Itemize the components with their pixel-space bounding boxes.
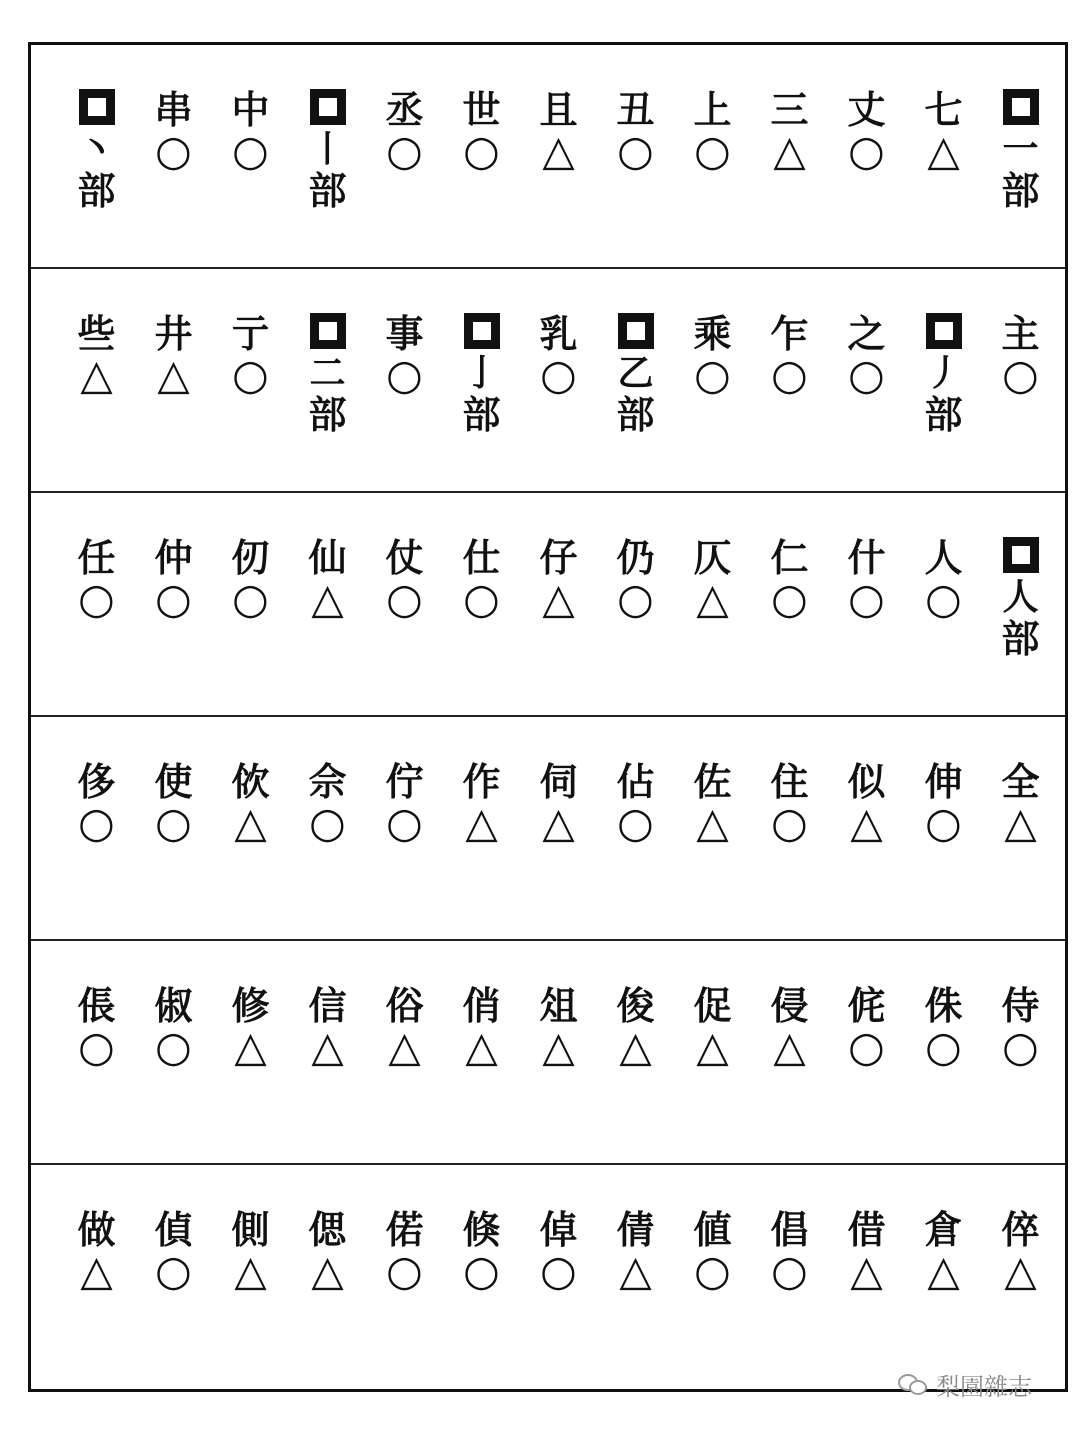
character-entry (828, 493, 905, 715)
character-glyph: 作 (462, 759, 501, 804)
radical-glyph: 丶 (78, 128, 115, 170)
character-entry (366, 269, 443, 491)
character-entry (597, 941, 674, 1163)
radical-glyph: 乙 (617, 352, 654, 394)
triangle-mark-icon: △ (311, 1246, 344, 1295)
circle-mark-icon: ○ (155, 126, 192, 175)
circle-mark-icon: ○ (617, 798, 654, 847)
circle-mark-icon: ○ (617, 126, 654, 175)
character-glyph: 仕 (462, 535, 501, 580)
character-glyph: 佽 (231, 759, 270, 804)
character-glyph: 仄 (693, 535, 732, 580)
radical-header (289, 269, 366, 491)
character-entry (597, 1165, 674, 1387)
character-glyph: 主 (1001, 311, 1040, 356)
character-entry (520, 269, 597, 491)
triangle-mark-icon: △ (773, 1022, 806, 1071)
radical-glyph: 人 (1002, 576, 1039, 618)
character-glyph: 中 (231, 87, 270, 132)
radical-header (443, 269, 520, 491)
circle-mark-icon: ○ (694, 1246, 731, 1295)
character-entry (289, 493, 366, 715)
watermark-text: 梨園雜志 (936, 1372, 1032, 1401)
radical-section-label: 部 (308, 392, 347, 437)
character-entry (597, 493, 674, 715)
character-entry (520, 717, 597, 939)
character-glyph: 七 (924, 87, 963, 132)
character-glyph: 做 (77, 1207, 116, 1252)
character-glyph: 亍 (231, 311, 270, 356)
character-entry (289, 1165, 366, 1387)
character-glyph: 倡 (770, 1207, 809, 1252)
circle-mark-icon: ○ (463, 574, 500, 623)
character-glyph: 仞 (231, 535, 270, 580)
character-glyph: 住 (770, 759, 809, 804)
character-glyph: 仔 (539, 535, 578, 580)
triangle-mark-icon: △ (542, 1022, 575, 1071)
triangle-mark-icon: △ (1004, 798, 1037, 847)
character-glyph: 些 (77, 311, 116, 356)
circle-mark-icon: ○ (540, 350, 577, 399)
character-glyph: 俶 (154, 983, 193, 1028)
circle-mark-icon: ○ (463, 126, 500, 175)
character-entry (751, 941, 828, 1163)
radical-section-label: 部 (1001, 168, 1040, 213)
character-entry (135, 269, 212, 491)
character-glyph: 全 (1001, 759, 1040, 804)
character-entry (366, 45, 443, 267)
circle-mark-icon: ○ (155, 798, 192, 847)
character-entry (443, 45, 520, 267)
character-entry (212, 45, 289, 267)
character-entry (597, 717, 674, 939)
circle-mark-icon: ○ (386, 574, 423, 623)
triangle-mark-icon: △ (696, 574, 729, 623)
triangle-mark-icon: △ (465, 1022, 498, 1071)
character-entry (135, 717, 212, 939)
character-glyph: 乳 (539, 311, 578, 356)
circle-mark-icon: ○ (232, 574, 269, 623)
table-row (31, 717, 1065, 941)
radical-marker-icon (618, 313, 654, 349)
character-entry (135, 45, 212, 267)
triangle-mark-icon: △ (465, 798, 498, 847)
triangle-mark-icon: △ (80, 1246, 113, 1295)
radical-section-label: 部 (924, 392, 963, 437)
character-glyph: 倬 (539, 1207, 578, 1252)
triangle-mark-icon: △ (773, 126, 806, 175)
character-entry (366, 493, 443, 715)
character-entry (520, 493, 597, 715)
character-entry (751, 1165, 828, 1387)
character-glyph: 任 (77, 535, 116, 580)
character-glyph: 之 (847, 311, 886, 356)
radical-glyph: 一 (1002, 128, 1039, 170)
triangle-mark-icon: △ (927, 1246, 960, 1295)
radical-glyph: 二 (309, 352, 346, 394)
character-glyph: 侏 (924, 983, 963, 1028)
character-entry (905, 1165, 982, 1387)
triangle-mark-icon: △ (388, 1022, 421, 1071)
circle-mark-icon: ○ (925, 574, 962, 623)
table-row (31, 45, 1065, 269)
circle-mark-icon: ○ (155, 1246, 192, 1295)
character-glyph: 侵 (770, 983, 809, 1028)
circle-mark-icon: ○ (771, 574, 808, 623)
character-entry (135, 941, 212, 1163)
circle-mark-icon: ○ (386, 126, 423, 175)
character-entry (443, 1165, 520, 1387)
character-entry (828, 269, 905, 491)
character-glyph: 仍 (616, 535, 655, 580)
circle-mark-icon: ○ (925, 1022, 962, 1071)
character-entry (212, 941, 289, 1163)
radical-section-label: 部 (462, 392, 501, 437)
character-entry (828, 941, 905, 1163)
character-entry (982, 941, 1059, 1163)
table-row (31, 941, 1065, 1165)
circle-mark-icon: ○ (540, 1246, 577, 1295)
character-glyph: 丞 (385, 87, 424, 132)
character-glyph: 佇 (385, 759, 424, 804)
character-glyph: 信 (308, 983, 347, 1028)
triangle-mark-icon: △ (542, 574, 575, 623)
character-entry (212, 717, 289, 939)
character-entry (674, 269, 751, 491)
character-entry (520, 45, 597, 267)
character-glyph: 促 (693, 983, 732, 1028)
character-entry (674, 717, 751, 939)
character-entry (751, 493, 828, 715)
triangle-mark-icon: △ (1004, 1246, 1037, 1295)
character-entry (751, 717, 828, 939)
character-glyph: 借 (847, 1207, 886, 1252)
character-glyph: 偲 (308, 1207, 347, 1252)
radical-glyph: 丨 (309, 128, 346, 170)
character-glyph: 什 (847, 535, 886, 580)
character-entry (520, 1165, 597, 1387)
character-entry (212, 493, 289, 715)
character-entry (443, 941, 520, 1163)
triangle-mark-icon: △ (234, 798, 267, 847)
triangle-mark-icon: △ (696, 1022, 729, 1071)
character-glyph: 偌 (385, 1207, 424, 1252)
table-row (31, 1165, 1065, 1389)
character-entry (751, 45, 828, 267)
character-glyph: 佘 (308, 759, 347, 804)
circle-mark-icon: ○ (771, 1246, 808, 1295)
character-glyph: 側 (231, 1207, 270, 1252)
character-entry (674, 1165, 751, 1387)
character-glyph: 俊 (616, 983, 655, 1028)
table-row (31, 269, 1065, 493)
radical-glyph: 亅 (463, 352, 500, 394)
radical-header (982, 493, 1059, 715)
triangle-mark-icon: △ (542, 126, 575, 175)
watermark (898, 1366, 1058, 1402)
character-glyph: 上 (693, 87, 732, 132)
circle-mark-icon: ○ (309, 798, 346, 847)
character-entry (212, 269, 289, 491)
circle-mark-icon: ○ (155, 574, 192, 623)
character-glyph: 伺 (539, 759, 578, 804)
character-entry (366, 941, 443, 1163)
character-entry (58, 1165, 135, 1387)
triangle-mark-icon: △ (619, 1246, 652, 1295)
circle-mark-icon: ○ (78, 798, 115, 847)
character-glyph: 似 (847, 759, 886, 804)
character-entry (212, 1165, 289, 1387)
character-glyph: 侍 (1001, 983, 1040, 1028)
circle-mark-icon: ○ (925, 798, 962, 847)
radical-marker-icon (464, 313, 500, 349)
character-glyph: 修 (231, 983, 270, 1028)
character-glyph: 侈 (77, 759, 116, 804)
character-glyph: 倏 (462, 1207, 501, 1252)
character-glyph: 丑 (616, 87, 655, 132)
circle-mark-icon: ○ (771, 798, 808, 847)
radical-header (289, 45, 366, 267)
character-entry (982, 1165, 1059, 1387)
character-glyph: 丈 (847, 87, 886, 132)
character-glyph: 俗 (385, 983, 424, 1028)
triangle-mark-icon: △ (927, 126, 960, 175)
character-glyph: 事 (385, 311, 424, 356)
character-glyph: 俎 (539, 983, 578, 1028)
circle-mark-icon: ○ (1002, 350, 1039, 399)
character-entry (443, 493, 520, 715)
circle-mark-icon: ○ (1002, 1022, 1039, 1071)
wechat-icon (898, 1372, 930, 1396)
radical-header (982, 45, 1059, 267)
character-glyph: 侂 (847, 983, 886, 1028)
character-entry (674, 941, 751, 1163)
character-glyph: 仙 (308, 535, 347, 580)
triangle-mark-icon: △ (542, 798, 575, 847)
character-entry (982, 269, 1059, 491)
circle-mark-icon: ○ (771, 350, 808, 399)
character-entry (289, 717, 366, 939)
triangle-mark-icon: △ (850, 798, 883, 847)
character-glyph: 偵 (154, 1207, 193, 1252)
character-glyph: 倅 (1001, 1207, 1040, 1252)
radical-marker-icon (926, 313, 962, 349)
circle-mark-icon: ○ (386, 1246, 423, 1295)
dictionary-page (28, 42, 1068, 1392)
circle-mark-icon: ○ (386, 798, 423, 847)
circle-mark-icon: ○ (232, 350, 269, 399)
character-glyph: 倩 (616, 1207, 655, 1252)
triangle-mark-icon: △ (157, 350, 190, 399)
character-entry (828, 45, 905, 267)
triangle-mark-icon: △ (311, 1022, 344, 1071)
triangle-mark-icon: △ (696, 798, 729, 847)
character-glyph: 串 (154, 87, 193, 132)
character-entry (905, 941, 982, 1163)
circle-mark-icon: ○ (155, 1022, 192, 1071)
character-glyph: 仗 (385, 535, 424, 580)
character-entry (366, 1165, 443, 1387)
circle-mark-icon: ○ (78, 1022, 115, 1071)
radical-section-label: 部 (616, 392, 655, 437)
character-glyph: 人 (924, 535, 963, 580)
character-entry (751, 269, 828, 491)
character-entry (58, 941, 135, 1163)
character-entry (905, 717, 982, 939)
character-entry (289, 941, 366, 1163)
character-glyph: 倀 (77, 983, 116, 1028)
character-entry (135, 493, 212, 715)
character-glyph: 倉 (924, 1207, 963, 1252)
radical-header (905, 269, 982, 491)
character-entry (520, 941, 597, 1163)
radical-header (597, 269, 674, 491)
radical-marker-icon (1003, 89, 1039, 125)
radical-section-label: 部 (1001, 616, 1040, 661)
character-entry (905, 45, 982, 267)
character-glyph: 世 (462, 87, 501, 132)
circle-mark-icon: ○ (694, 350, 731, 399)
character-entry (674, 45, 751, 267)
character-entry (674, 493, 751, 715)
character-entry (135, 1165, 212, 1387)
character-glyph: 伸 (924, 759, 963, 804)
character-entry (828, 717, 905, 939)
character-entry (58, 269, 135, 491)
character-entry (597, 45, 674, 267)
character-entry (828, 1165, 905, 1387)
triangle-mark-icon: △ (850, 1246, 883, 1295)
character-glyph: 且 (539, 87, 578, 132)
radical-marker-icon (1003, 537, 1039, 573)
character-glyph: 乘 (693, 311, 732, 356)
radical-header (58, 45, 135, 267)
circle-mark-icon: ○ (386, 350, 423, 399)
character-entry (58, 493, 135, 715)
character-glyph: 使 (154, 759, 193, 804)
character-glyph: 佐 (693, 759, 732, 804)
character-entry (905, 493, 982, 715)
triangle-mark-icon: △ (311, 574, 344, 623)
character-glyph: 仲 (154, 535, 193, 580)
character-glyph: 値 (693, 1207, 732, 1252)
character-entry (982, 717, 1059, 939)
circle-mark-icon: ○ (848, 126, 885, 175)
triangle-mark-icon: △ (234, 1246, 267, 1295)
radical-marker-icon (310, 89, 346, 125)
character-entry (366, 717, 443, 939)
triangle-mark-icon: △ (234, 1022, 267, 1071)
character-entry (443, 717, 520, 939)
character-glyph: 三 (770, 87, 809, 132)
circle-mark-icon: ○ (848, 1022, 885, 1071)
table-row (31, 493, 1065, 717)
character-entry (58, 717, 135, 939)
circle-mark-icon: ○ (694, 126, 731, 175)
radical-marker-icon (310, 313, 346, 349)
circle-mark-icon: ○ (78, 574, 115, 623)
radical-section-label: 部 (77, 168, 116, 213)
character-glyph: 乍 (770, 311, 809, 356)
radical-section-label: 部 (308, 168, 347, 213)
character-glyph: 俏 (462, 983, 501, 1028)
circle-mark-icon: ○ (848, 574, 885, 623)
character-glyph: 佔 (616, 759, 655, 804)
circle-mark-icon: ○ (848, 350, 885, 399)
triangle-mark-icon: △ (80, 350, 113, 399)
circle-mark-icon: ○ (617, 574, 654, 623)
character-glyph: 仁 (770, 535, 809, 580)
character-glyph: 井 (154, 311, 193, 356)
circle-mark-icon: ○ (232, 126, 269, 175)
circle-mark-icon: ○ (463, 1246, 500, 1295)
radical-marker-icon (79, 89, 115, 125)
radical-glyph: 丿 (925, 352, 962, 394)
triangle-mark-icon: △ (619, 1022, 652, 1071)
